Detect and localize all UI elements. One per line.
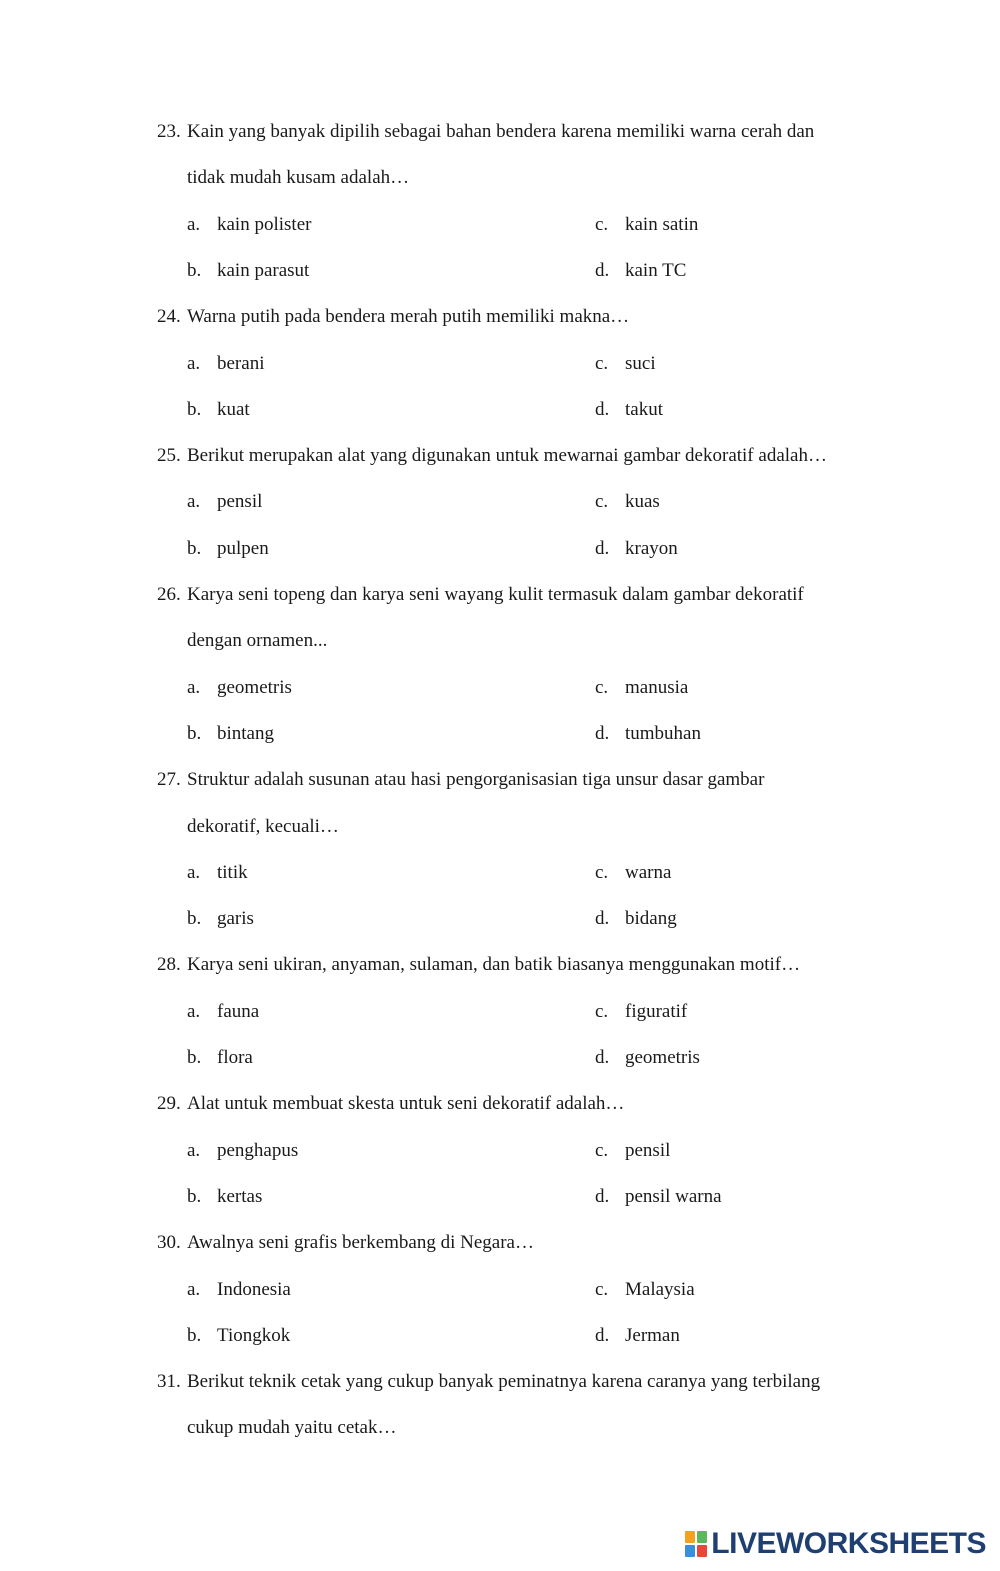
question-text: Kain yang banyak dipilih sebagai bahan bendera karena memiliki warna cerah dan: [187, 121, 815, 142]
question-number: 28.: [157, 954, 181, 976]
option-text: berani: [217, 352, 265, 374]
question-text: Alat untuk membuat skesta untuk seni dekoratif adalah…: [187, 1093, 625, 1115]
option-text: bidang: [625, 908, 677, 930]
option-text: krayon: [625, 537, 678, 559]
option-letter: b.: [187, 398, 202, 420]
option-row: [0, 861, 1000, 885]
question-text-line: [0, 120, 1000, 144]
option-letter: d.: [595, 1047, 610, 1068]
option-letter: a.: [187, 676, 201, 698]
option-letter: c.: [595, 1000, 609, 1022]
option-row: [0, 907, 1000, 931]
question-text-line: [0, 1416, 1000, 1440]
option-row: [0, 1139, 1000, 1163]
question-text: dekoratif, kecuali…: [187, 815, 339, 837]
option-letter: a.: [187, 213, 201, 235]
option-text: kertas: [217, 1185, 263, 1207]
question-number: 25.: [157, 445, 181, 467]
question-text-line: [0, 305, 1000, 329]
option-text: takut: [625, 398, 663, 420]
question-number: 27.: [157, 769, 181, 791]
option-text: manusia: [625, 676, 689, 698]
option-text: Indonesia: [217, 1278, 291, 1300]
option-row: [0, 213, 1000, 237]
option-letter: d.: [595, 1324, 610, 1346]
option-letter: b.: [187, 259, 202, 281]
option-text: bintang: [217, 722, 274, 744]
option-text: kuat: [217, 398, 250, 420]
question-number: 24.: [157, 306, 181, 328]
option-letter: a.: [187, 1000, 201, 1022]
option-text: tumbuhan: [625, 722, 701, 744]
option-row: [0, 1185, 1000, 1209]
option-text: warna: [625, 861, 672, 883]
question-text: Awalnya seni grafis berkembang di Negara…: [187, 1232, 534, 1254]
option-text: titik: [217, 861, 248, 883]
option-letter: c.: [595, 1278, 609, 1300]
option-letter: a.: [187, 491, 201, 513]
question-number: 26.: [157, 584, 181, 605]
question-text: Karya seni ukiran, anyaman, sulaman, dan batik biasanya menggunakan motif…: [187, 954, 801, 976]
question-text-line: [0, 166, 1000, 190]
question-text-line: [0, 1092, 1000, 1116]
option-row: [0, 259, 1000, 283]
option-text: flora: [217, 1047, 253, 1068]
question-number: 23.: [157, 121, 181, 142]
question-number: 29.: [157, 1093, 181, 1115]
option-text: Malaysia: [625, 1278, 695, 1300]
option-letter: a.: [187, 861, 201, 883]
option-row: [0, 537, 1000, 561]
option-letter: b.: [187, 1047, 202, 1068]
logo-text: LIVEWORKSHEETS: [711, 1527, 986, 1560]
option-text: garis: [217, 908, 254, 930]
option-text: Jerman: [625, 1324, 680, 1346]
question-text-line: [0, 444, 1000, 468]
question-text: Karya seni topeng dan karya seni wayang kulit termasuk dalam gambar dekoratif: [187, 584, 804, 605]
question-number: 31.: [157, 1371, 181, 1393]
question-text: Struktur adalah susunan atau hasi pengorganisasian tiga unsur dasar gambar: [187, 769, 765, 791]
option-text: pensil warna: [625, 1185, 722, 1207]
option-row: [0, 676, 1000, 700]
option-letter: d.: [595, 398, 610, 420]
option-text: geometris: [217, 676, 292, 698]
option-letter: a.: [187, 1278, 201, 1300]
question-text: dengan ornamen...: [187, 630, 328, 652]
option-letter: b.: [187, 1185, 202, 1207]
option-text: penghapus: [217, 1139, 299, 1161]
option-letter: c.: [595, 1139, 609, 1161]
option-letter: b.: [187, 908, 202, 930]
option-letter: c.: [595, 676, 609, 698]
question-text-line: [0, 768, 1000, 792]
option-row: [0, 1324, 1000, 1348]
option-letter: d.: [595, 722, 610, 744]
option-text: Tiongkok: [217, 1324, 291, 1346]
option-letter: c.: [595, 352, 609, 374]
option-letter: d.: [595, 259, 610, 281]
liveworksheets-logo: [685, 1524, 986, 1564]
option-row: [0, 398, 1000, 422]
option-letter: b.: [187, 1324, 202, 1346]
question-text: Warna putih pada bendera merah putih memiliki makna…: [187, 306, 630, 328]
question-text-line: [0, 953, 1000, 977]
option-row: [0, 352, 1000, 376]
option-letter: c.: [595, 861, 609, 883]
option-text: kain polister: [217, 213, 312, 235]
question-text-line: [0, 629, 1000, 653]
option-letter: b.: [187, 722, 202, 744]
option-row: [0, 490, 1000, 514]
question-text-line: [0, 1231, 1000, 1255]
question-text-line: [0, 815, 1000, 839]
question-text-line: [0, 583, 1000, 607]
option-text: kuas: [625, 491, 660, 513]
question-text: tidak mudah kusam adalah…: [187, 167, 410, 189]
question-text: Berikut teknik cetak yang cukup banyak peminatnya karena caranya yang terbilang: [187, 1371, 821, 1393]
option-letter: d.: [595, 537, 610, 559]
option-letter: a.: [187, 1139, 201, 1161]
option-row: [0, 1278, 1000, 1302]
liveworksheets-logo-icon: [685, 1531, 707, 1557]
option-row: [0, 1046, 1000, 1070]
option-letter: d.: [595, 1185, 610, 1207]
option-letter: b.: [187, 537, 202, 559]
option-letter: d.: [595, 908, 610, 930]
option-text: suci: [625, 352, 656, 374]
option-text: kain parasut: [217, 259, 310, 281]
option-text: pulpen: [217, 537, 269, 559]
option-text: pensil: [217, 491, 263, 513]
question-text: cukup mudah yaitu cetak…: [187, 1417, 397, 1439]
option-letter: a.: [187, 352, 201, 374]
option-row: [0, 1000, 1000, 1024]
option-letter: c.: [595, 491, 609, 513]
option-letter: c.: [595, 213, 609, 235]
question-text-line: [0, 1370, 1000, 1394]
option-text: kain satin: [625, 213, 699, 235]
option-text: kain TC: [625, 259, 687, 281]
option-text: pensil: [625, 1139, 671, 1161]
question-text: Berikut merupakan alat yang digunakan untuk mewarnai gambar dekoratif adalah…: [187, 445, 827, 467]
option-text: fauna: [217, 1000, 260, 1022]
option-text: geometris: [625, 1047, 700, 1068]
option-text: figuratif: [625, 1000, 688, 1022]
question-number: 30.: [157, 1232, 181, 1254]
option-row: [0, 722, 1000, 746]
